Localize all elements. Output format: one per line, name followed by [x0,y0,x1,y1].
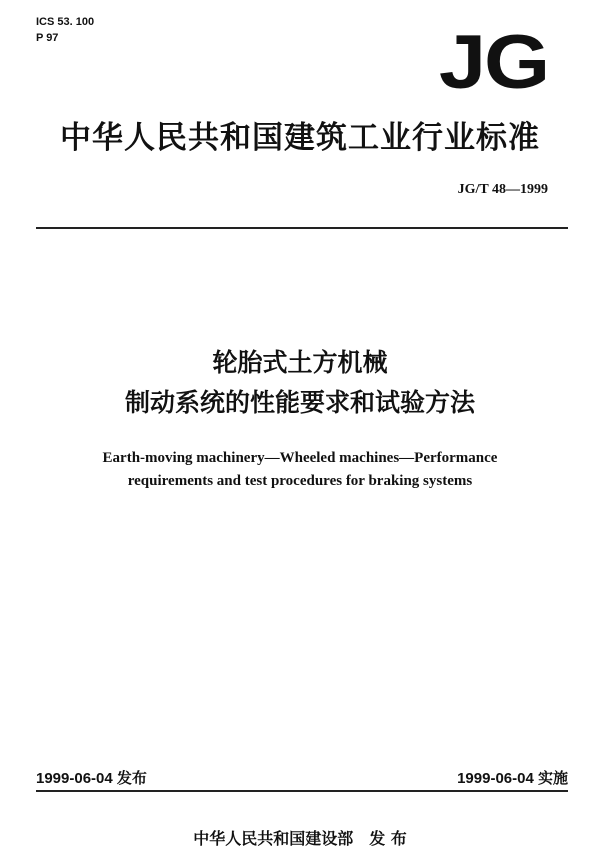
jg-logo: JG [438,20,548,105]
ics-code: ICS 53. 100 [36,16,95,28]
publisher: 中华人民共和国建设部 发 布 [193,829,407,848]
ccs-code: P 97 [36,32,59,44]
issue-date: 1999-06-04 发布 [36,770,147,787]
title-zh-line-2: 制动系统的性能要求和试验方法 [124,388,475,417]
standard-number: JG/T 48—1999 [457,182,548,197]
title-en-line-1: Earth-moving machinery—Wheeled machines—Performance [102,450,498,466]
title-en-line-2: requirements and test procedures for braking systems [127,473,473,489]
implementation-date: 1999-06-04 实施 [457,770,568,787]
standard-category-title: 中华人民共和国建筑工业行业标准 [60,120,540,156]
top-divider [36,227,568,229]
bottom-divider [36,790,568,792]
title-zh-line-1: 轮胎式土方机械 [212,348,388,377]
